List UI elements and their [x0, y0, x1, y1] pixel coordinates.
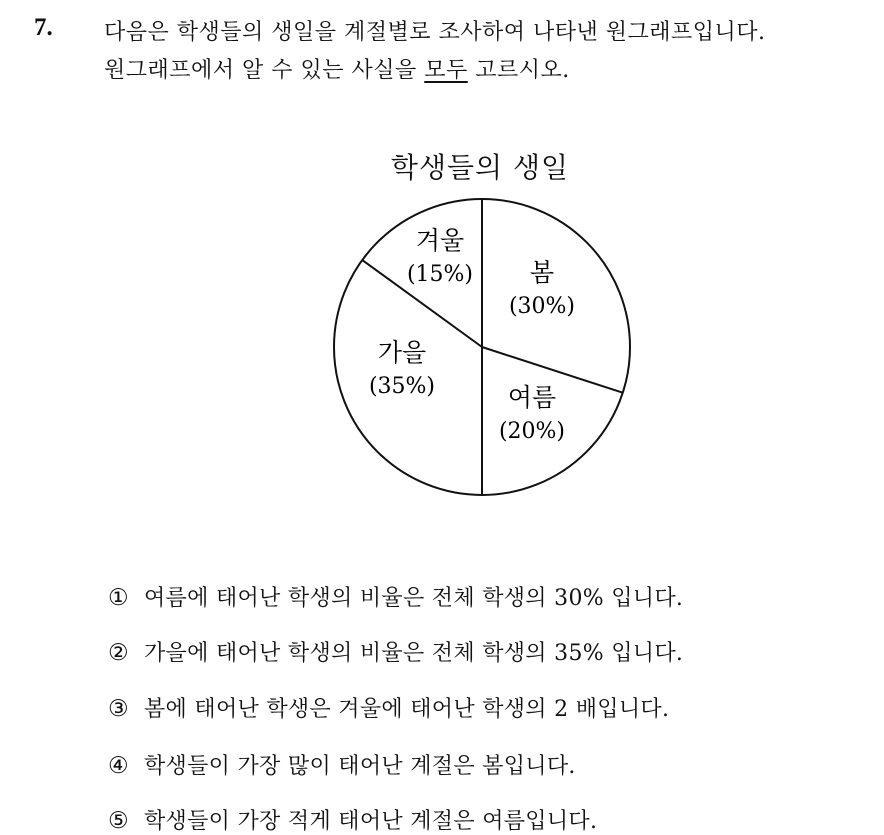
option-1-mark: ① [108, 585, 129, 611]
question-emphasis: 모두 [424, 58, 468, 83]
option-3-mark: ③ [108, 696, 129, 722]
pie-slice-label: 봄 [529, 258, 555, 287]
option-2[interactable] [108, 636, 683, 667]
option-5-text: 학생들이 가장 적게 태어난 계절은 여름입니다. [144, 809, 598, 834]
pie-slice-label: 여름 [507, 383, 557, 412]
option-4[interactable] [108, 749, 576, 780]
option-3[interactable] [108, 692, 669, 723]
chart-title: 학생들의 생일 [390, 151, 570, 184]
option-2-mark: ② [108, 640, 129, 666]
pie-slice-percent: (20%) [498, 419, 566, 444]
question-text-line2-start: 원그래프에서 알 수 있는 사실을 [104, 58, 425, 83]
question-number: 7. [34, 14, 53, 41]
option-5-mark: ⑤ [108, 808, 129, 834]
pie-slice-percent: (30%) [508, 294, 576, 319]
pie-slice-label: 겨울 [415, 226, 465, 255]
option-1-text: 여름에 태어난 학생의 비율은 전체 학생의 30% 입니다. [144, 586, 684, 611]
option-4-mark: ④ [108, 753, 129, 779]
option-3-text: 봄에 태어난 학생은 겨울에 태어난 학생의 2 배입니다. [144, 697, 670, 722]
pie-slice-label: 가을 [377, 338, 427, 367]
option-4-text: 학생들이 가장 많이 태어난 계절은 봄입니다. [144, 754, 576, 779]
option-5[interactable] [108, 804, 597, 835]
question-text-line2-end: 고르시오. [467, 58, 570, 83]
pie-chart [300, 140, 660, 510]
question-text-line2 [104, 53, 570, 84]
pie-slice-percent: (15%) [406, 262, 474, 287]
question-text-line1: 다음은 학생들의 생일을 계절별로 조사하여 나타낸 원그래프입니다. [104, 20, 766, 45]
option-1[interactable] [108, 581, 683, 612]
pie-svg [300, 140, 660, 510]
pie-slice-percent: (35%) [368, 374, 436, 399]
option-2-text: 가을에 태어난 학생의 비율은 전체 학생의 35% 입니다. [144, 641, 684, 666]
